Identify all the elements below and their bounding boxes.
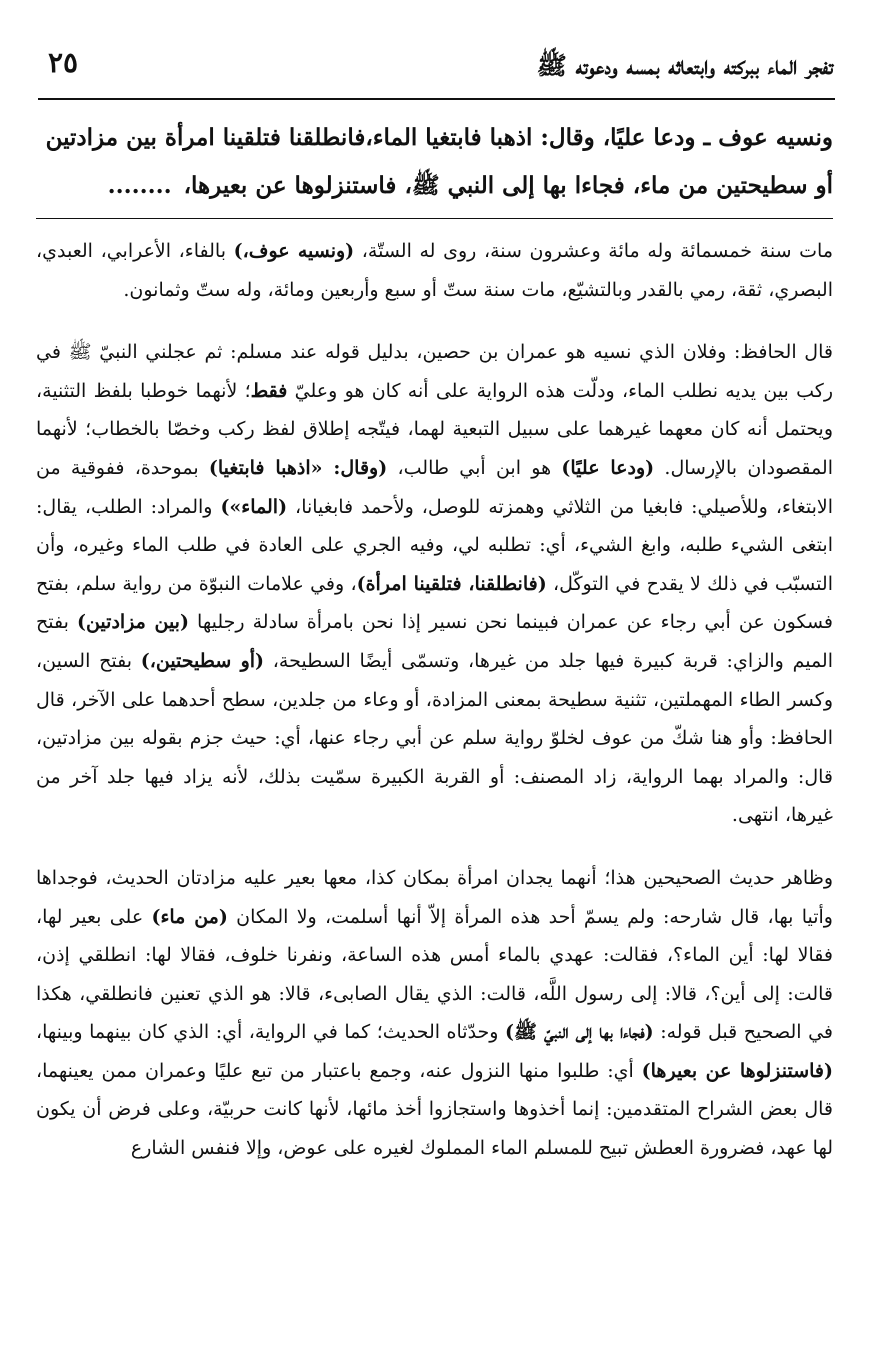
commentary-text: ، وفي علامات النبوّة من رواية سلم، بفتح فسكون عن أبي رجاء عن عمران فبينما نحن نسير إذا نحن بامرأة سادلة رجليها [36, 572, 834, 634]
header-rule [38, 98, 835, 100]
bold-lemma: (فاستنزلوها عن بعيرها) [641, 1059, 833, 1082]
commentary-text: والمراد: الطلب، يقال: ابتغى الشيء طلبه، وابغ الشيء، أي: تطلبه لي، وفيه الجري على العادة في طلب الماء وغيره، وأن التسبّب في ذلك لا يقدح في التوكّل، [36, 495, 833, 595]
ellipsis-dots: ........ [107, 172, 172, 199]
commentary-text: مات سنة خمسمائة وله مائة وعشرون سنة، روى له الستّة، [354, 240, 833, 262]
paragraph-gap [36, 835, 833, 859]
commentary-paragraph-3 [36, 859, 833, 1168]
commentary-paragraph-2 [36, 333, 833, 835]
bold-lemma: (فجاءا بها إلى النبيّ ﷺ) [505, 1021, 654, 1044]
commentary-text: قال الحافظ: وفلان الذي نسيه هو عمران بن حصين، بدليل قوله عند مسلم: ثم عجلني النبيّ ﷺ في ركب بين يديه نطلب الماء، ودلّت هذه الرواية على أنه كان هو وعليّ [36, 341, 833, 402]
page-number: ٢٥ [48, 46, 79, 79]
bold-lemma: (من ماء) [151, 905, 228, 928]
commentary [36, 232, 833, 1168]
commentary-text: هو ابن أبي طالب، [387, 456, 562, 479]
bold-lemma: فقط [250, 379, 288, 402]
chapter-title: تفجر الماء ببركته وابتعاثه بمسه ودعوته ﷺ [536, 51, 833, 80]
commentary-text: بالفاء، الأعرابي، العبدي، البصري، ثقة، رمي بالقدر وبالتشيّع، مات سنة ستّ أو سبع وأربعين ومائة، وله ستّ وثمانون. [36, 240, 833, 301]
commentary-text: ؛ لأنهما خوطبا بلفظ التثنية، ويحتمل أنه كان معهما غيرهما على سبيل التبعية لهما، فيتّجه إطلاق لفظ ركب وخصّا بالخطاب؛ لأنهما المقصودان بالإرسال. [36, 379, 833, 479]
bold-lemma: (ونسيه عوف،) [233, 240, 355, 262]
hadith-text [36, 114, 833, 210]
bold-lemma: (بين مزادتين) [76, 611, 189, 634]
hadith-line-2-text: أو سطيحتين من ماء، فجاءا بها إلى النبي ﷺ، فاستنزلوها عن بعيرها، [183, 172, 833, 199]
footnote-separator [36, 218, 833, 219]
commentary-text: بفتح الميم والزاي: قربة كبيرة فيها جلد من غيرها، وتسمّى أيضًا السطيحة، [36, 611, 833, 672]
commentary-text: وحدّثاه الحديث؛ كما في الرواية، أي: الذي كان بينهما وبينها، [36, 1021, 505, 1044]
commentary-text: أي: طلبوا منها النزول عنه، وجمع باعتبار من تبع عليًا وعمران ممن يعينهما، قال بعض الشراح المتقدمين: إنما أخذوها واستجازوا أخذ مائها، لأنها كانت حربيّة، وعلى فرض أن يكون لها عهد، فضرورة العطش تبيح للمسلم الماء المملوك لغيره على عوض، وإلا فنفس الشارع [36, 1059, 833, 1160]
running-header [40, 44, 833, 92]
commentary-text: بفتح السين، وكسر الطاء المهملتين، تثنية سطيحة بمعنى المزادة، أو وعاء من جلدين، سطح أحدهما على الآخر، قال الحافظ: وأو هنا شكّ من عوف لخلوّ رواية سلم عن أبي رجاء عنها، أي: حيث جزم بقوله بين مزادتين، قال: والمراد بهما الرواية، زاد المصنف: أو القربة الكبيرة سمّيت بذلك، لأنه يزاد فيها جلد آخر من غيرها، انتهى. [36, 649, 833, 827]
hadith-line-1: ونسيه عوف ـ ودعا عليًا، وقال: اذهبا فابتغيا الماء،فانطلقنا فتلقينا امرأة بين مزادتين [45, 124, 833, 151]
commentary-paragraph-1 [36, 232, 833, 309]
bold-lemma: (فانطلقنا، فتلقينا امرأة) [356, 572, 547, 595]
bold-lemma: (ودعا عليًا) [561, 456, 655, 479]
paragraph-gap [36, 309, 833, 333]
bold-lemma: (الماء») [220, 495, 288, 518]
commentary-text: وظاهر حديث الصحيحين هذا؛ أنهما يجدان امرأة بمكان كذا، معها بعير عليه مزادتان الحديث، فوجداها وأتيا بها، قال شارحه: ولم يسمّ أحد هذه المرأة إلاّ أنها أسلمت، ولا المكان [36, 866, 833, 928]
commentary-text: بموحدة، ففوقية من الابتغاء، وللأصيلي: فابغيا من الثلاثي وهمزته للوصل، ولأحمد فابغيانا، [36, 456, 833, 518]
commentary-text: على بعير لها، فقالا لها: أين الماء؟، فقالت: عهدي بالماء أمس هذه الساعة، ونفرنا خلوف، فقالا لها: انطلقي إذن، قالت: إلى أين؟، قالا: إلى رسول اللَّه، قالت: الذي يقال الصابىء، قالا: هو الذي تعنين فانطلقي، هكذا في الصحيح قبل قوله: [36, 905, 833, 1044]
hadith-line-2 [36, 162, 833, 210]
bold-lemma: (وقال: «اذهبا فابتغيا) [208, 456, 388, 479]
bold-lemma: (أو سطيحتين،) [140, 649, 265, 672]
